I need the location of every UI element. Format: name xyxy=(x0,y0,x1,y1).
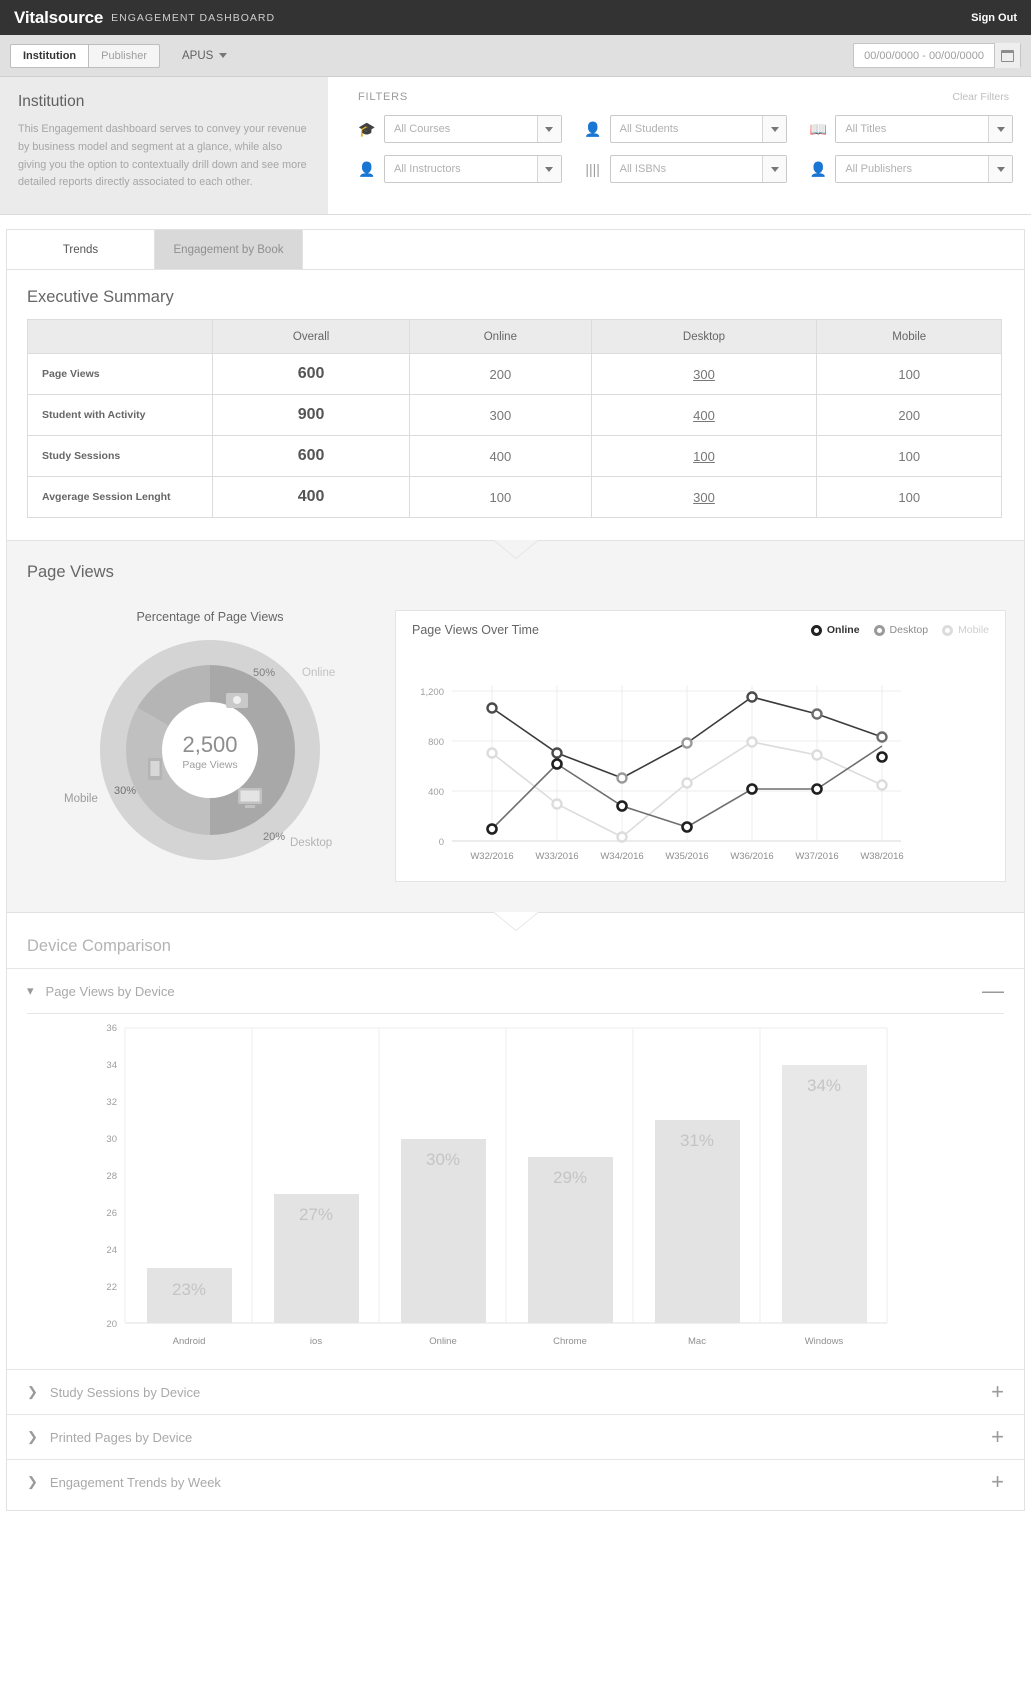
col-online: Online xyxy=(410,320,591,354)
date-range-value: 00/00/0000 - 00/00/0000 xyxy=(864,49,984,62)
svg-text:26: 26 xyxy=(106,1208,117,1220)
filter-publishers[interactable] xyxy=(809,155,1013,183)
chevron-right-icon: ❯ xyxy=(27,1384,38,1400)
chevron-down-icon[interactable] xyxy=(988,156,1012,182)
cell-desktop[interactable]: 400 xyxy=(591,395,817,436)
institution-info xyxy=(0,77,328,214)
svg-text:30%: 30% xyxy=(425,1150,461,1170)
accordion-header[interactable] xyxy=(7,969,1024,1013)
svg-text:Android: Android xyxy=(172,1336,206,1348)
page-views-title: Page Views xyxy=(27,563,114,582)
calendar-icon[interactable] xyxy=(994,43,1020,68)
scope-publisher[interactable]: Publisher xyxy=(89,44,160,68)
sub-nav xyxy=(0,35,1031,77)
slice-label-mobile: Mobile xyxy=(64,793,98,806)
row-label: Avgerage Session Lenght xyxy=(28,477,213,518)
chevron-down-icon xyxy=(219,53,227,58)
svg-text:W32/2016: W32/2016 xyxy=(470,851,514,863)
slice-value-mobile: 30% xyxy=(113,785,137,798)
svg-text:400: 400 xyxy=(428,787,444,799)
line-chart-title: Page Views Over Time xyxy=(412,623,539,638)
donut-title: Percentage of Page Views xyxy=(136,610,284,625)
svg-text:20: 20 xyxy=(106,1319,117,1331)
bar-windows xyxy=(782,1065,867,1323)
filter-students-value: All Students xyxy=(619,123,679,135)
slice-value-online: 50% xyxy=(252,667,276,680)
filters-panel xyxy=(328,77,1031,214)
filter-titles[interactable] xyxy=(809,115,1013,143)
chevron-down-icon: ▾ xyxy=(27,983,34,999)
device-comparison-section xyxy=(6,913,1025,1511)
trends-card xyxy=(6,229,1025,541)
legend-mobile[interactable]: Mobile xyxy=(942,624,989,636)
chevron-down-icon[interactable] xyxy=(762,116,786,142)
svg-text:W38/2016: W38/2016 xyxy=(860,851,904,863)
organization-label: APUS xyxy=(182,49,214,62)
notch-fill-2 xyxy=(494,912,538,930)
accordion-header[interactable] xyxy=(7,1460,1024,1504)
table-row xyxy=(28,477,1002,518)
tab-engagement-by-book[interactable]: Engagement by Book xyxy=(155,230,303,269)
svg-text:W37/2016: W37/2016 xyxy=(795,851,839,863)
accordion-printed-pages-by-device xyxy=(7,1414,1024,1459)
filters-label: FILTERS xyxy=(358,91,409,103)
legend-online[interactable]: Online xyxy=(811,624,860,636)
cell-overall: 600 xyxy=(213,436,410,477)
svg-text:0: 0 xyxy=(438,837,444,849)
bar-mac xyxy=(655,1120,740,1323)
svg-text:34%: 34% xyxy=(806,1076,842,1096)
legend-dot-desktop xyxy=(874,625,885,636)
svg-text:ios: ios xyxy=(309,1336,323,1348)
filter-students-select[interactable] xyxy=(610,115,788,143)
accordion-study-sessions-by-device xyxy=(7,1369,1024,1414)
cell-overall: 900 xyxy=(213,395,410,436)
calendar-glyph xyxy=(1001,50,1014,62)
notch-fill xyxy=(494,540,538,558)
accordion-label: Printed Pages by Device xyxy=(49,1429,193,1445)
slice-label-desktop: Desktop xyxy=(290,837,333,850)
filter-instructors[interactable] xyxy=(358,155,562,183)
table-row xyxy=(28,436,1002,477)
cell-online: 400 xyxy=(410,436,591,477)
svg-text:27%: 27% xyxy=(298,1205,334,1225)
row-label: Student with Activity xyxy=(28,395,213,436)
svg-text:W36/2016: W36/2016 xyxy=(730,851,774,863)
row-label: Study Sessions xyxy=(28,436,213,477)
organization-selector[interactable] xyxy=(182,50,227,62)
svg-text:29%: 29% xyxy=(552,1168,588,1188)
donut-center-value: 2,500 xyxy=(182,732,238,758)
svg-text:800: 800 xyxy=(428,737,444,749)
device-comparison-title: Device Comparison xyxy=(27,937,171,956)
scope-toggle[interactable] xyxy=(10,44,160,68)
svg-text:32: 32 xyxy=(106,1097,117,1109)
barcode-icon: |||| xyxy=(585,161,600,177)
cell-mobile: 100 xyxy=(817,354,1002,395)
table-row xyxy=(28,354,1002,395)
book-icon: 📖 xyxy=(809,120,828,137)
cell-overall: 600 xyxy=(213,354,410,395)
donut-center-label: Page Views xyxy=(182,759,238,772)
col-blank xyxy=(28,320,213,354)
slice-value-desktop: 20% xyxy=(262,831,286,844)
col-mobile: Mobile xyxy=(817,320,1002,354)
filter-publishers-select[interactable] xyxy=(835,155,1013,183)
svg-text:34: 34 xyxy=(106,1060,117,1072)
accordion-label: Engagement Trends by Week xyxy=(49,1474,221,1490)
expand-icon[interactable]: + xyxy=(991,1469,1004,1495)
top-bar xyxy=(0,0,1031,35)
filter-courses-value: All Courses xyxy=(394,123,451,135)
person-icon: 👤 xyxy=(583,120,602,137)
page-views-body xyxy=(7,594,1024,912)
cell-desktop[interactable]: 300 xyxy=(591,354,817,395)
scope-institution[interactable]: Institution xyxy=(10,44,89,68)
accordion-label: Page Views by Device xyxy=(45,983,175,999)
clear-filters-button[interactable]: Clear Filters xyxy=(952,91,1009,103)
svg-text:30: 30 xyxy=(106,1134,117,1146)
institution-description: This Engagement dashboard serves to convey your revenue by business model and segment at a glance, while also giving you the option to contextually drill down and see more detailed reports directly associated to each other. xyxy=(18,123,307,189)
legend-dot-mobile xyxy=(942,625,953,636)
svg-text:1,200: 1,200 xyxy=(420,687,444,699)
expand-icon[interactable]: + xyxy=(991,1424,1004,1450)
page-title: Institution xyxy=(18,93,85,110)
filters-grid xyxy=(358,115,1013,183)
chevron-right-icon: ❯ xyxy=(27,1429,38,1445)
svg-text:24: 24 xyxy=(106,1245,117,1257)
collapse-icon[interactable]: — xyxy=(982,978,1004,1004)
filter-publishers-value: All Publishers xyxy=(845,163,912,175)
legend-dot-online xyxy=(811,625,822,636)
row-label: Page Views xyxy=(28,354,213,395)
cell-online: 300 xyxy=(410,395,591,436)
line-chart-svg xyxy=(396,641,926,876)
svg-text:Mac: Mac xyxy=(688,1336,706,1348)
filter-titles-value: All Titles xyxy=(845,123,887,135)
donut-column xyxy=(25,594,395,882)
expand-icon[interactable]: + xyxy=(991,1379,1004,1405)
svg-text:Chrome: Chrome xyxy=(553,1336,587,1348)
col-desktop: Desktop xyxy=(591,320,817,354)
cell-overall: 400 xyxy=(213,477,410,518)
svg-text:31%: 31% xyxy=(679,1131,715,1151)
line-chart-header xyxy=(396,611,1005,641)
person-icon: 👤 xyxy=(358,160,376,177)
chevron-down-icon[interactable] xyxy=(988,116,1012,142)
svg-text:W34/2016: W34/2016 xyxy=(600,851,644,863)
svg-text:W33/2016: W33/2016 xyxy=(535,851,579,863)
filter-isbns[interactable] xyxy=(584,155,788,183)
line-chart-legend xyxy=(811,624,989,636)
cell-online: 100 xyxy=(410,477,591,518)
table-row xyxy=(28,395,1002,436)
svg-text:22: 22 xyxy=(106,1282,117,1294)
sign-out-button[interactable]: Sign Out xyxy=(971,11,1017,24)
tab-trends[interactable]: Trends xyxy=(7,230,155,269)
bar-chart-container xyxy=(7,1014,1024,1369)
svg-text:W35/2016: W35/2016 xyxy=(665,851,709,863)
cell-desktop[interactable]: 100 xyxy=(591,436,817,477)
header-row xyxy=(0,77,1031,215)
svg-text:23%: 23% xyxy=(171,1280,207,1300)
graduation-cap-icon: 🎓 xyxy=(358,120,376,137)
accordion-label: Study Sessions by Device xyxy=(49,1384,201,1400)
col-overall: Overall xyxy=(213,320,410,354)
legend-desktop[interactable]: Desktop xyxy=(874,624,929,636)
slice-label-online: Online xyxy=(302,667,336,680)
accordion-header[interactable] xyxy=(7,1370,1024,1414)
brand-subtitle: ENGAGEMENT DASHBOARD xyxy=(111,11,276,24)
tab-bar xyxy=(7,230,1024,270)
chevron-down-icon[interactable] xyxy=(762,156,786,182)
chevron-down-icon[interactable] xyxy=(537,116,561,142)
svg-text:Online: Online xyxy=(429,1336,457,1348)
cell-mobile: 100 xyxy=(817,436,1002,477)
chevron-down-icon[interactable] xyxy=(537,156,561,182)
cell-mobile: 200 xyxy=(817,395,1002,436)
page-views-over-time-card xyxy=(395,610,1006,882)
accordion-engagement-trends-by-week xyxy=(7,1459,1024,1504)
accordion-page-views-by-device xyxy=(7,968,1024,1369)
svg-text:36: 36 xyxy=(106,1023,117,1035)
executive-summary-title: Executive Summary xyxy=(27,288,174,307)
svg-text:Windows: Windows xyxy=(804,1336,844,1348)
page-views-section xyxy=(6,541,1025,913)
brand-logo: Vitalsource xyxy=(14,7,104,27)
donut-chart xyxy=(40,630,380,875)
filter-isbns-value: All ISBNs xyxy=(619,163,667,175)
filter-isbns-select[interactable] xyxy=(610,155,788,183)
filter-courses-select[interactable] xyxy=(384,115,562,143)
svg-text:28: 28 xyxy=(106,1171,117,1183)
filter-instructors-value: All Instructors xyxy=(394,163,461,175)
accordion-header[interactable] xyxy=(7,1415,1024,1459)
filter-students[interactable] xyxy=(584,115,788,143)
filter-courses[interactable] xyxy=(358,115,562,143)
cell-online: 200 xyxy=(410,354,591,395)
chevron-right-icon: ❯ xyxy=(27,1474,38,1490)
cell-mobile: 100 xyxy=(817,477,1002,518)
cell-desktop[interactable]: 300 xyxy=(591,477,817,518)
date-range-picker[interactable] xyxy=(853,43,1021,68)
person-icon: 👤 xyxy=(809,160,828,177)
table-header-row xyxy=(28,320,1002,354)
filter-instructors-select[interactable] xyxy=(384,155,562,183)
bar-chart-svg xyxy=(27,1020,987,1360)
executive-summary-table xyxy=(27,319,1002,518)
filter-titles-select[interactable] xyxy=(835,115,1013,143)
